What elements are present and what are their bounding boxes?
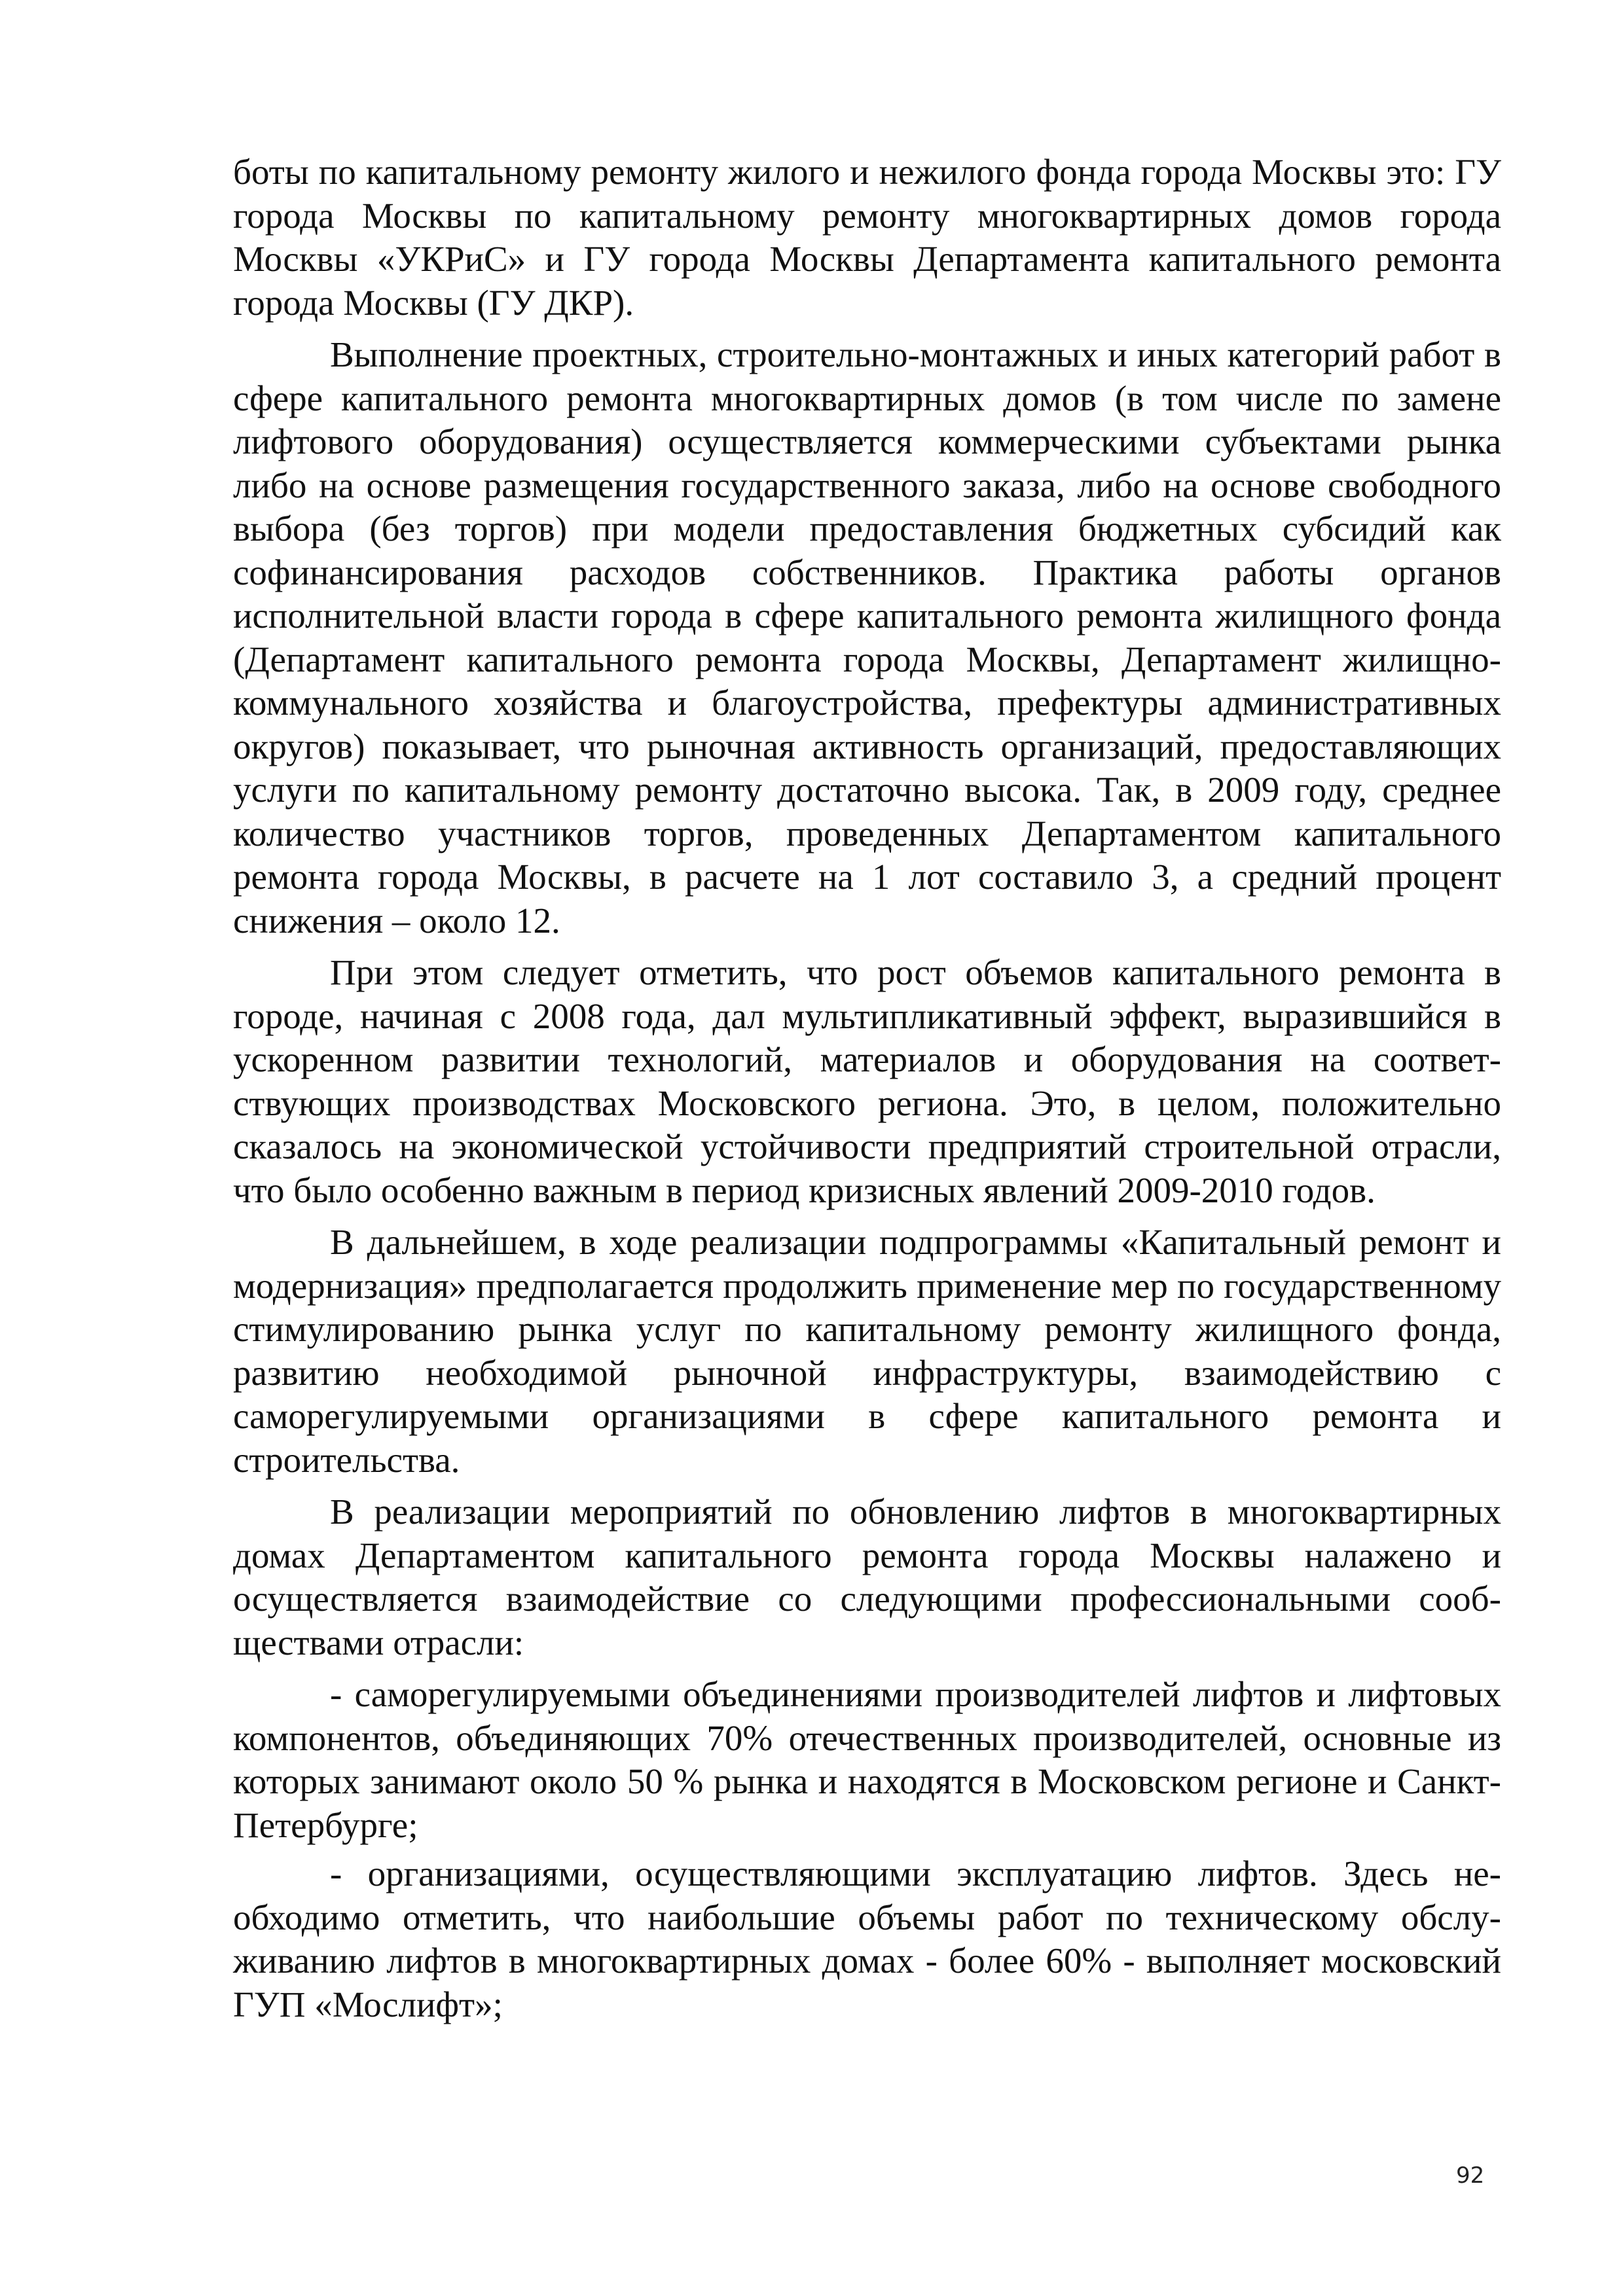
- list-item-operators: - организациями, осуществляющими эксплуатацию лифтов. Здесь необходимо отметить, что наибольшие объемы работ по техническому обслуживанию лифтов в многоквартирных домах - более 60% - выполняет московский ГУП «Мослифт»;: [233, 1854, 1501, 2024]
- document-body: [233, 151, 1501, 2032]
- paragraph-continuation: боты по капитальному ремонту жилого и нежилого фонда города Москвы это: ГУ города Москвы по капитальному ремонту многоквартирных домов города Москвы «УКРиС» и ГУ города Москвы Департамента капитального ремонта города Москвы (ГУ ДКР).: [233, 152, 1501, 323]
- list-item-manufacturers: - саморегулируемыми объединениями производителей лифтов и лифтовых компонентов, объединяющих 70% отечественных производителей, основные из которых занимают около 50 % рынка и находятся в Московском регионе и Санкт-Петербурге;: [233, 1674, 1501, 1845]
- paragraph-multiplier-effect: При этом следует отметить, что рост объемов капитального ремонта в городе, начиная с 2008 года, дал мультипликативный эффект, выразившийся в ускоренном развитии технологий, материалов и оборудования на соответствующих производствах Московского региона. Это, в целом, положительно сказалось на экономической устойчивости предприятий строительной отрасли, что было особенно важным в период кризисных явлений 2009-2010 годов.: [233, 952, 1501, 1210]
- paragraph-subprogram: В дальнейшем, в ходе реализации подпрограммы «Капитальный ремонт и модернизация» предполагается продолжить применение мер по государственному стимулированию рынка услуг по капитальному ремонту жилищного фонда, развитию необходимой рыночной инфраструктуры, взаимодействию с саморегулируемыми организациями в сфере капитального ремонта и строительства.: [233, 1222, 1501, 1480]
- paragraph-interaction: В реализации мероприятий по обновлению лифтов в многоквартирных домах Департаментом капитального ремонта города Москвы налажено и осуществляется взаимодействие со следующими профессиональными сообществами отрасли:: [233, 1492, 1501, 1662]
- paragraph-market-practice: Выполнение проектных, строительно-монтажных и иных категорий работ в сфере капитального ремонта многоквартирных домов (в том числе по замене лифтового оборудования) осуществляется коммерческими субъектами рынка либо на основе размещения государственного заказа, либо на основе свободного выбора (без торгов) при модели предоставления бюджетных субсидий как софинансирования расходов собственников. Практика работы органов исполнительной власти города в сфере капитального ремонта жилищного фонда (Департамент капитального ремонта города Москвы, Департамент жилищно-коммунального хозяйства и благоустройства, префектуры административных округов) показывает, что рыночная активность организаций, предоставляющих услуги по капитальному ремонту достаточно высока. Так, в 2009 году, среднее количество участников торгов, проведенных Департаментом капитального ремонта города Москвы, в расчете на 1 лот составило 3, а средний процент снижения – около 12.: [233, 334, 1501, 941]
- page-number: 92: [1456, 2162, 1485, 2189]
